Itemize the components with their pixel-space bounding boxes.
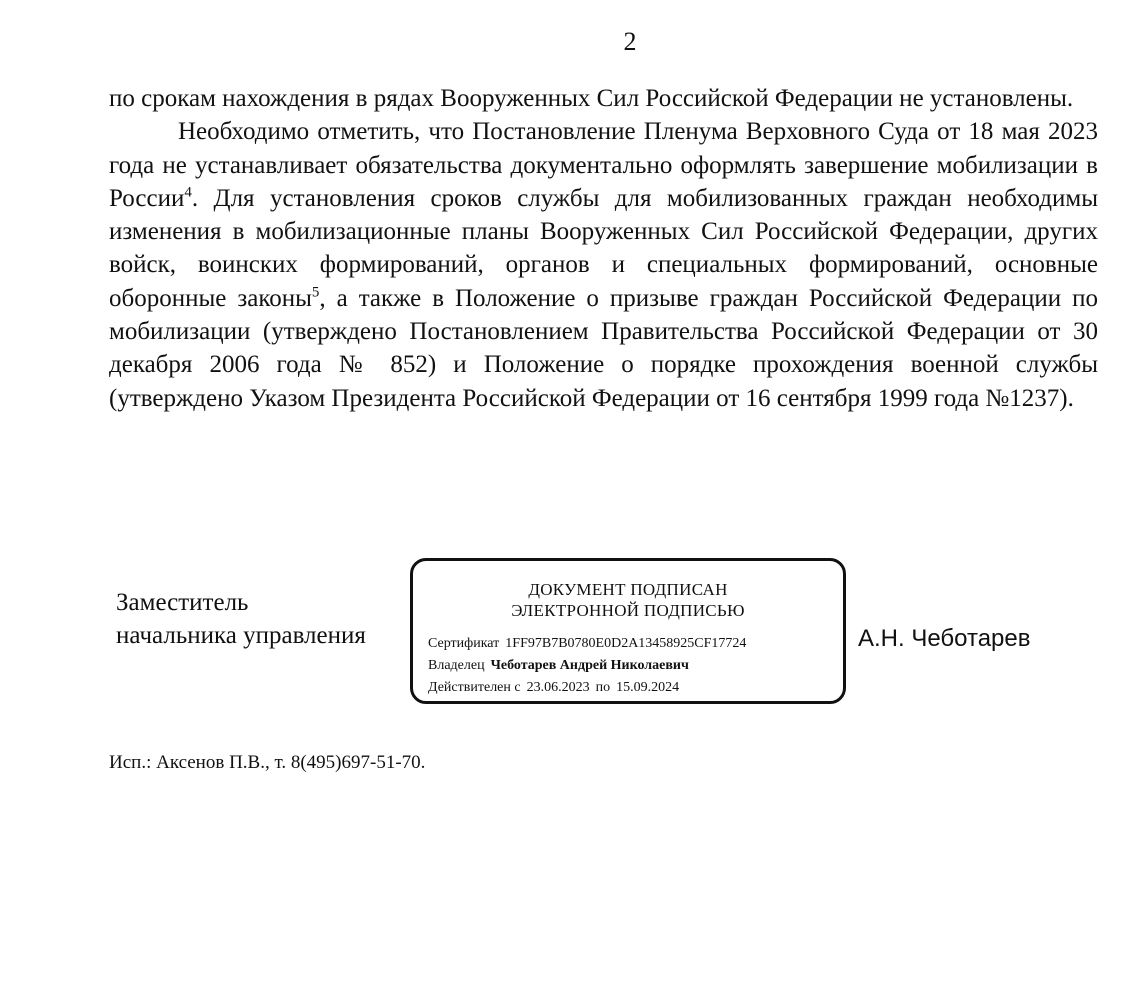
paragraph-continuation: по срокам нахождения в рядах Вооруженных Сил Российской Федерации не установлены. (109, 85, 1074, 112)
footnote-ref-4[interactable]: 4 (184, 184, 192, 201)
stamp-owner-value: Чеботарев Андрей Николаевич (490, 658, 689, 673)
stamp-certificate-value: 1FF97B7B0780E0D2A13458925CF17724 (505, 636, 747, 651)
stamp-valid-label: Действителен с (428, 680, 521, 695)
stamp-valid-to: 15.09.2024 (616, 680, 680, 695)
stamp-owner-label: Владелец (428, 658, 485, 673)
stamp-heading-line1: ДОКУМЕНТ ПОДПИСАН (528, 580, 728, 599)
stamp-valid-to-label: по (595, 680, 611, 695)
stamp-owner (428, 657, 689, 675)
paragraph-main (109, 115, 1098, 415)
signer-position (116, 586, 366, 652)
electronic-signature-stamp (410, 558, 846, 704)
signer-name: А.Н. Чеботарев (858, 625, 1031, 652)
stamp-certificate-label: Сертификат (428, 636, 500, 651)
stamp-certificate (428, 635, 746, 653)
paragraph-text-part3: , а также в Положение о призыве граждан Российской Федерации по мобилизации (утверждено Постановлением Правительства Российской Федерации от 30 декабря 2006 года № 852) и Положение о порядке прохождения военной службы (утверждено Указом Президента Российской Федерации от 16 сентября 1999 года №1237). (109, 284, 1098, 412)
letter-body (109, 82, 1098, 415)
paragraph-text-part1: Необходимо отметить, что Постановление Пленума Верховного Суда от 18 мая 2023 года не устанавливает обязательства документально оформлять завершение мобилизации в России (109, 118, 1098, 212)
stamp-valid-from: 23.06.2023 (526, 680, 590, 695)
stamp-heading-line2: ЭЛЕКТРОННОЙ ПОДПИСЬЮ (511, 601, 745, 620)
paragraph-text-part2: . Для установления сроков службы для мобилизованных граждан необходимы изменения в мобилизационные планы Вооруженных Сил Российской Федерации, других войск, воинских формирований, органов и специальных формирований, основные оборонные законы (109, 184, 1098, 312)
stamp-heading (413, 579, 843, 621)
page-number: 2 (623, 27, 637, 56)
signer-position-line1: Заместитель (116, 589, 249, 616)
footnote-ref-5[interactable]: 5 (311, 284, 320, 301)
executor-contact: Исп.: Аксенов П.В., т. 8(495)697-51-70. (109, 752, 426, 773)
signer-position-line2: начальника управления (116, 622, 366, 649)
stamp-validity (428, 679, 679, 697)
